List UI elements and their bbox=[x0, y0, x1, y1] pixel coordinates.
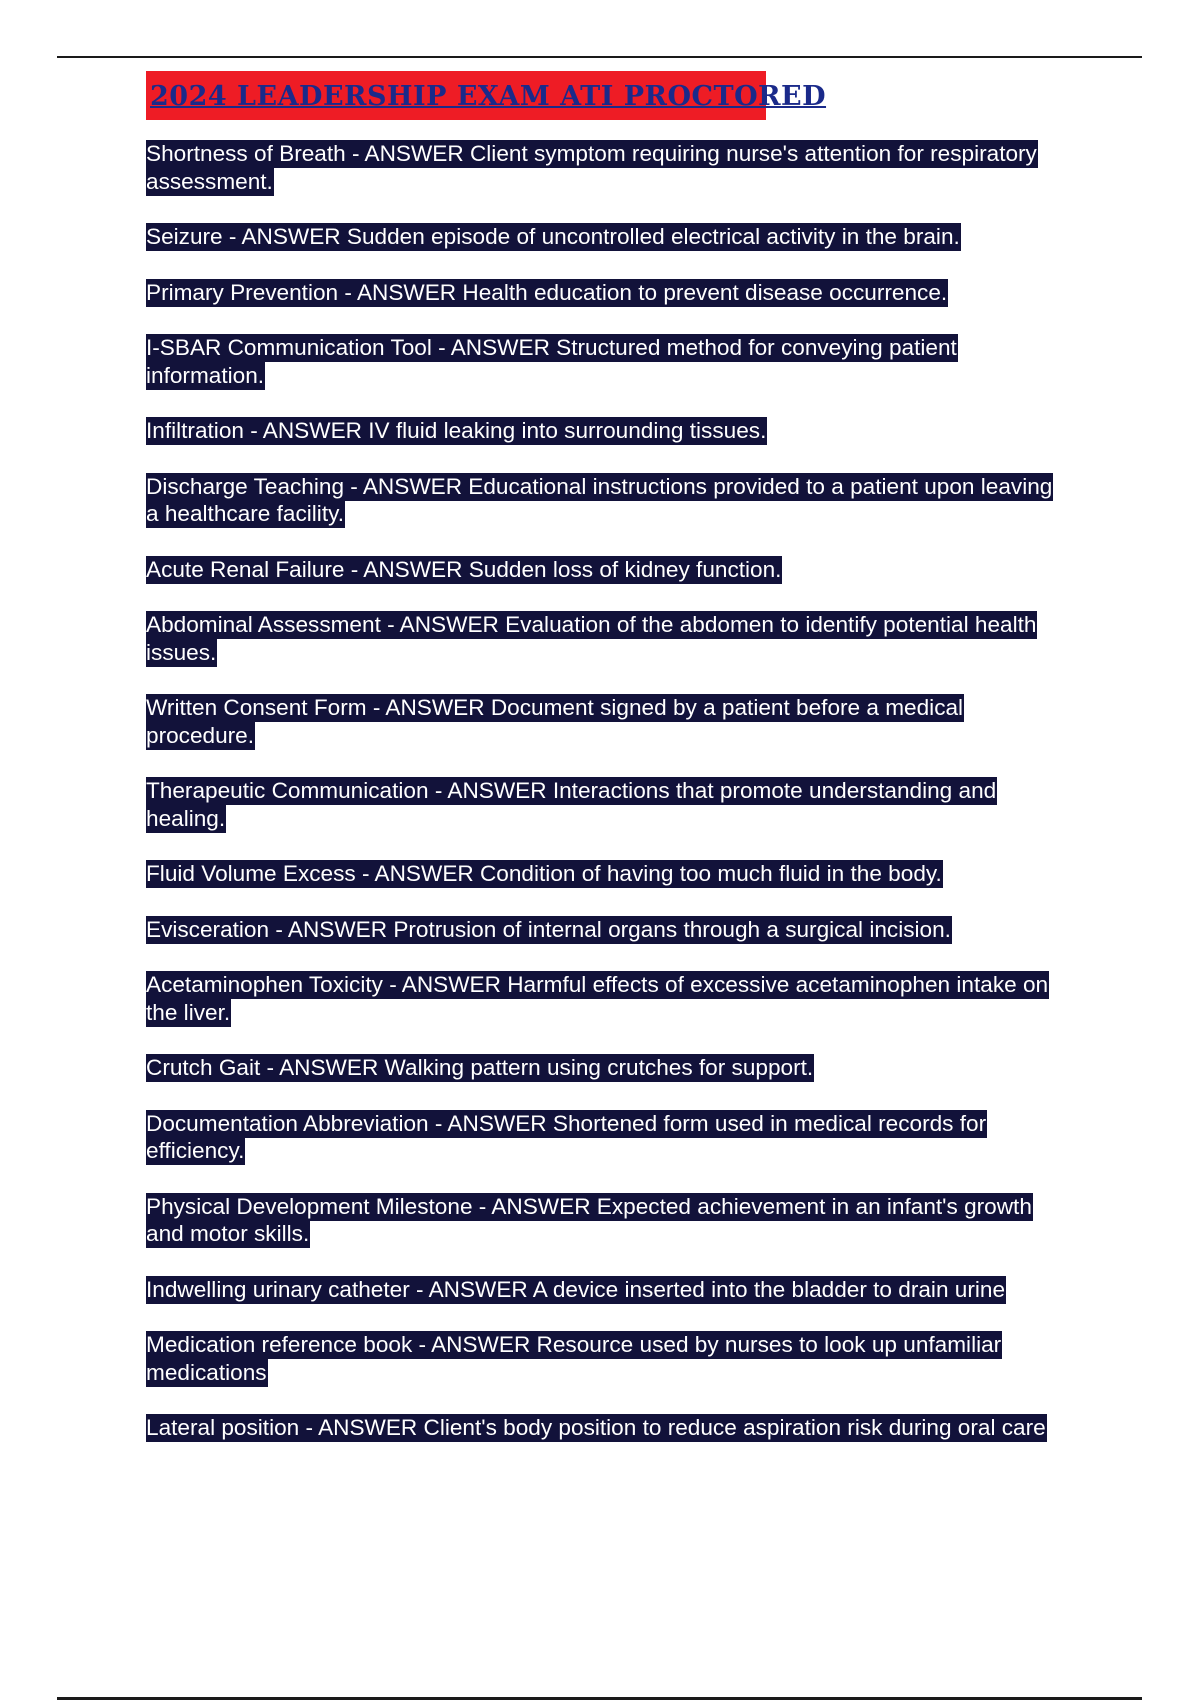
list-item bbox=[146, 1193, 1061, 1248]
list-item bbox=[146, 417, 1061, 445]
list-item bbox=[146, 223, 1061, 251]
entry-text: Therapeutic Communication - ANSWER Interactions that promote understanding and healing. bbox=[146, 778, 997, 831]
entry-text: Shortness of Breath - ANSWER Client symptom requiring nurse's attention for respiratory assessment. bbox=[146, 141, 1037, 194]
list-item bbox=[146, 1331, 1061, 1386]
entry-text: Evisceration - ANSWER Protrusion of internal organs through a surgical incision. bbox=[146, 916, 951, 942]
list-item bbox=[146, 860, 1061, 888]
list-item bbox=[146, 1110, 1061, 1165]
entry-text: Abdominal Assessment - ANSWER Evaluation of the abdomen to identify potential health issues. bbox=[146, 612, 1037, 665]
list-item bbox=[146, 694, 1061, 749]
list-item bbox=[146, 916, 1061, 944]
document-body bbox=[146, 71, 1061, 1470]
entry-text: Discharge Teaching - ANSWER Educational instructions provided to a patient upon leaving a healthcare facility. bbox=[146, 473, 1053, 526]
entry-text: Documentation Abbreviation - ANSWER Shortened form used in medical records for efficiency. bbox=[146, 1110, 987, 1163]
entry-text: Fluid Volume Excess - ANSWER Condition of having too much fluid in the body. bbox=[146, 861, 942, 886]
list-item bbox=[146, 777, 1061, 832]
list-item bbox=[146, 556, 1061, 584]
entry-text: Acute Renal Failure - ANSWER Sudden loss of kidney function. bbox=[146, 556, 782, 582]
list-item bbox=[146, 611, 1061, 666]
list-item bbox=[146, 1414, 1061, 1442]
list-item bbox=[146, 1276, 1061, 1304]
list-item bbox=[146, 473, 1061, 528]
entry-text: Primary Prevention - ANSWER Health education to prevent disease occurrence. bbox=[146, 279, 948, 305]
list-item bbox=[146, 971, 1061, 1026]
entry-text: I-SBAR Communication Tool - ANSWER Structured method for conveying patient information. bbox=[146, 335, 957, 388]
entry-list bbox=[146, 140, 1061, 1442]
entry-text: Physical Development Milestone - ANSWER Expected achievement in an infant's growth and motor skills. bbox=[146, 1193, 1032, 1246]
list-item bbox=[146, 279, 1061, 307]
list-item bbox=[146, 140, 1061, 195]
entry-text: Medication reference book - ANSWER Resource used by nurses to look up unfamiliar medications bbox=[146, 1332, 1002, 1385]
entry-text: Acetaminophen Toxicity - ANSWER Harmful effects of excessive acetaminophen intake on the liver. bbox=[146, 972, 1049, 1025]
list-item bbox=[146, 1054, 1061, 1082]
entry-text: Crutch Gait - ANSWER Walking pattern using crutches for support. bbox=[146, 1055, 814, 1080]
entry-text: Indwelling urinary catheter - ANSWER A device inserted into the bladder to drain urine bbox=[146, 1276, 1006, 1302]
document-title: 2024 LEADERSHIP EXAM ATI PROCTORED bbox=[150, 81, 827, 112]
list-item bbox=[146, 334, 1061, 389]
top-rule bbox=[57, 56, 1142, 58]
entry-text: Infiltration - ANSWER IV fluid leaking into surrounding tissues. bbox=[146, 418, 767, 443]
title-banner bbox=[146, 71, 827, 120]
entry-text: Seizure - ANSWER Sudden episode of uncontrolled electrical activity in the brain. bbox=[146, 224, 960, 249]
entry-text: Lateral position - ANSWER Client's body position to reduce aspiration risk during oral care bbox=[146, 1415, 1046, 1440]
entry-text: Written Consent Form - ANSWER Document signed by a patient before a medical procedure. bbox=[146, 695, 964, 748]
